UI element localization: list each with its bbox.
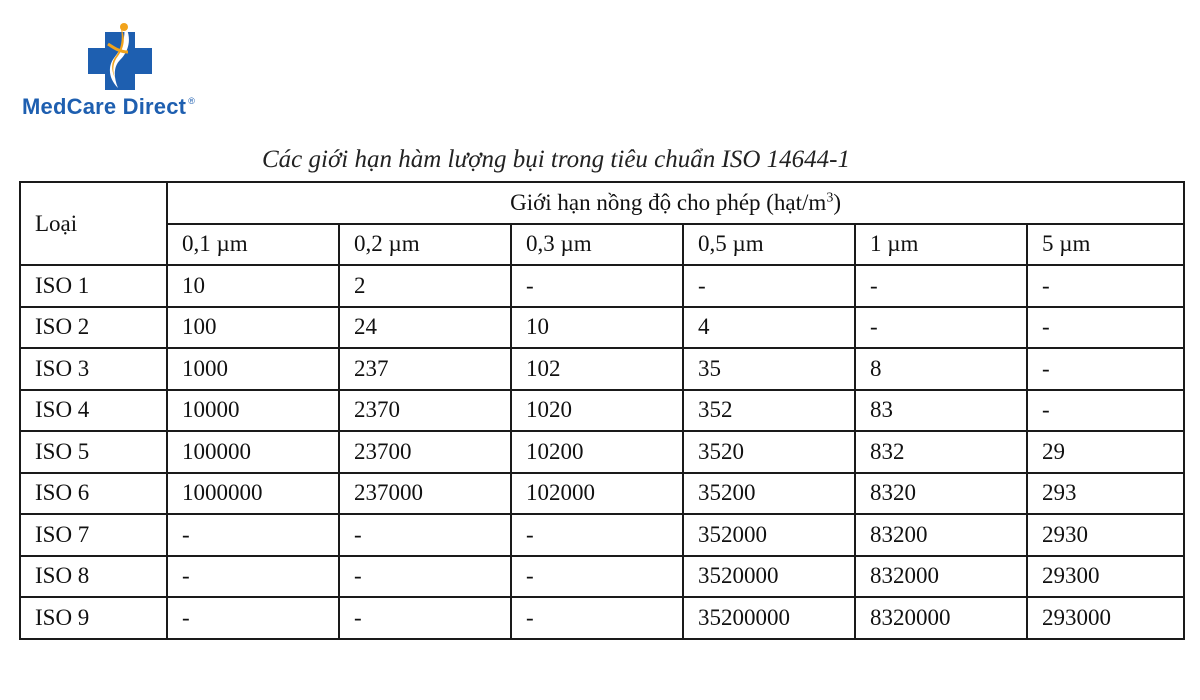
brand-logo — [20, 18, 240, 128]
table-cell: - — [339, 597, 511, 639]
table-cell: 352000 — [683, 514, 855, 556]
table-cell: 35200000 — [683, 597, 855, 639]
table-cell: 2 — [339, 265, 511, 307]
table-cell: 2370 — [339, 390, 511, 432]
table-cell: - — [855, 265, 1027, 307]
table-cell: 293 — [1027, 473, 1184, 515]
table-cell: 1020 — [511, 390, 683, 432]
table-cell: - — [1027, 265, 1184, 307]
table-cell: 237 — [339, 348, 511, 390]
row-label: ISO 3 — [20, 348, 167, 390]
table-row — [20, 431, 1184, 473]
concentration-group-header: Giới hạn nồng độ cho phép $(hạt/m^3)$ — [167, 182, 1184, 224]
table-cell: 100000 — [167, 431, 339, 473]
header-row-sizes — [20, 224, 1184, 266]
column-header: 0,2 µm — [339, 224, 511, 266]
table-cell: 2930 — [1027, 514, 1184, 556]
column-header: 0,1 µm — [167, 224, 339, 266]
row-label: ISO 7 — [20, 514, 167, 556]
table-cell: 293000 — [1027, 597, 1184, 639]
table-cell: 83 — [855, 390, 1027, 432]
table-cell: 237000 — [339, 473, 511, 515]
table-cell: 352 — [683, 390, 855, 432]
table-cell: - — [1027, 348, 1184, 390]
row-label: ISO 5 — [20, 431, 167, 473]
table-row — [20, 307, 1184, 349]
table-cell: 29 — [1027, 431, 1184, 473]
table-cell: 10000 — [167, 390, 339, 432]
table-cell: 23700 — [339, 431, 511, 473]
table-row — [20, 597, 1184, 639]
medical-cross-icon — [80, 18, 160, 98]
table-cell: 102 — [511, 348, 683, 390]
table-cell: 832 — [855, 431, 1027, 473]
column-header: 0,5 µm — [683, 224, 855, 266]
table-row — [20, 473, 1184, 515]
table-row — [20, 265, 1184, 307]
table-row — [20, 514, 1184, 556]
table-cell: - — [167, 556, 339, 598]
table-cell: 10 — [511, 307, 683, 349]
table-cell: 10 — [167, 265, 339, 307]
header-row-group — [20, 182, 1184, 224]
table-cell: 3520 — [683, 431, 855, 473]
table-caption: Các giới hạn hàm lượng bụi trong tiêu chuẩn ISO 14644-1 — [262, 146, 850, 173]
table-cell: - — [511, 556, 683, 598]
table-cell: 35 — [683, 348, 855, 390]
brand-name: MedCare Direct ® — [22, 94, 196, 119]
row-label: ISO 8 — [20, 556, 167, 598]
table-cell: 8320 — [855, 473, 1027, 515]
column-header: 0,3 µm — [511, 224, 683, 266]
row-label: ISO 2 — [20, 307, 167, 349]
table-cell: 1000000 — [167, 473, 339, 515]
row-header-loai: Loại — [20, 182, 167, 265]
row-label: ISO 1 — [20, 265, 167, 307]
table-cell: - — [511, 514, 683, 556]
table-cell: - — [339, 556, 511, 598]
table-cell: 24 — [339, 307, 511, 349]
table-cell: - — [855, 307, 1027, 349]
table-cell: 102000 — [511, 473, 683, 515]
column-header: 5 µm — [1027, 224, 1184, 266]
column-header: 1 µm — [855, 224, 1027, 266]
table-row — [20, 390, 1184, 432]
row-label: ISO 9 — [20, 597, 167, 639]
table-cell: - — [683, 265, 855, 307]
table-cell: - — [1027, 390, 1184, 432]
table-cell: 3520000 — [683, 556, 855, 598]
table-row — [20, 556, 1184, 598]
table-cell: 100 — [167, 307, 339, 349]
table-cell: 4 — [683, 307, 855, 349]
table-cell: 35200 — [683, 473, 855, 515]
table-cell: - — [511, 265, 683, 307]
table-cell: 10200 — [511, 431, 683, 473]
row-label: ISO 4 — [20, 390, 167, 432]
table-cell: - — [339, 514, 511, 556]
table-cell: - — [511, 597, 683, 639]
table-cell: - — [167, 597, 339, 639]
table-cell: 1000 — [167, 348, 339, 390]
row-label: ISO 6 — [20, 473, 167, 515]
registered-mark: ® — [188, 96, 196, 106]
table-cell: 8320000 — [855, 597, 1027, 639]
table-cell: 8 — [855, 348, 1027, 390]
table-cell: - — [1027, 307, 1184, 349]
iso-limits-table — [19, 181, 1185, 640]
table-cell: 83200 — [855, 514, 1027, 556]
table-row — [20, 348, 1184, 390]
table-cell: 832000 — [855, 556, 1027, 598]
table-cell: 29300 — [1027, 556, 1184, 598]
table-cell: - — [167, 514, 339, 556]
